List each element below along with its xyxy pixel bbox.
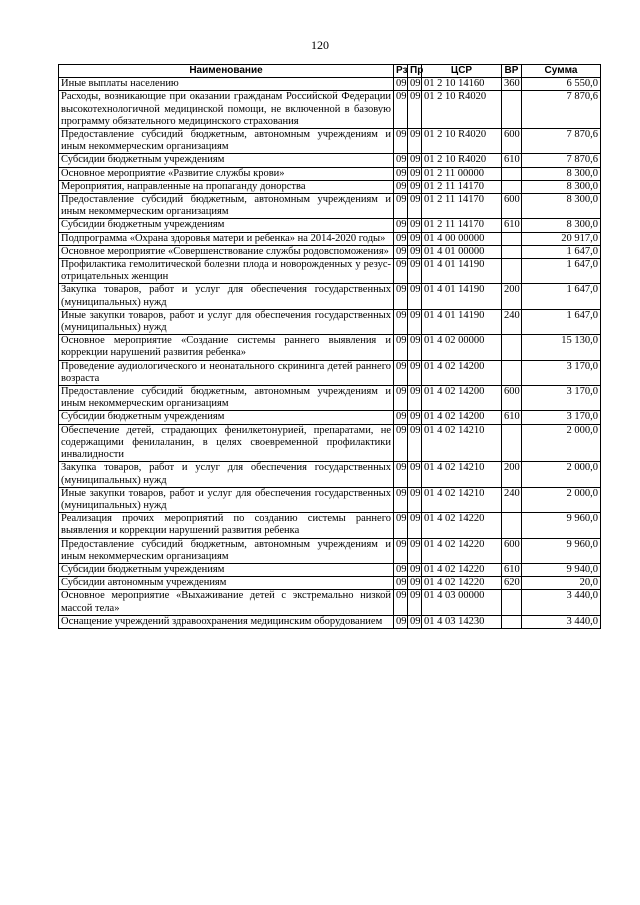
- cell-pr: 09: [408, 577, 422, 590]
- cell-rz: 09: [394, 360, 408, 385]
- cell-vr: 600: [502, 194, 522, 219]
- cell-csr: 01 4 00 00000: [422, 232, 502, 245]
- cell-name: Предоставление субсидий бюджетным, автономным учреждениям и иным некоммерческим организациям: [59, 538, 394, 563]
- cell-pr: 09: [408, 563, 422, 576]
- cell-name: Закупка товаров, работ и услуг для обеспечения государственных (муниципальных) нужд: [59, 284, 394, 309]
- cell-csr: 01 4 02 14200: [422, 411, 502, 424]
- cell-csr: 01 4 02 14220: [422, 563, 502, 576]
- cell-name: Основное мероприятие «Развитие службы крови»: [59, 167, 394, 180]
- cell-rz: 09: [394, 386, 408, 411]
- cell-sum: 6 550,0: [522, 78, 601, 91]
- cell-name: Основное мероприятие «Создание системы раннего выявления и коррекции нарушений развития ребенка»: [59, 335, 394, 360]
- cell-sum: 1 647,0: [522, 259, 601, 284]
- table-row: [59, 232, 601, 245]
- cell-pr: 09: [408, 78, 422, 91]
- cell-csr: 01 2 10 R4020: [422, 129, 502, 154]
- table-row: [59, 386, 601, 411]
- cell-name: Предоставление субсидий бюджетным, автономным учреждениям и иным некоммерческим организациям: [59, 194, 394, 219]
- cell-name: Реализация прочих мероприятий по созданию системы раннего выявления и коррекции нарушений развития ребенка: [59, 513, 394, 538]
- cell-csr: 01 4 03 14230: [422, 615, 502, 628]
- cell-pr: 09: [408, 259, 422, 284]
- table-row: [59, 513, 601, 538]
- cell-rz: 09: [394, 424, 408, 462]
- cell-vr: [502, 259, 522, 284]
- cell-csr: 01 4 02 14220: [422, 538, 502, 563]
- cell-csr: 01 4 02 14210: [422, 487, 502, 512]
- table-row: [59, 309, 601, 334]
- cell-vr: [502, 335, 522, 360]
- table-row: [59, 335, 601, 360]
- cell-csr: 01 4 02 00000: [422, 335, 502, 360]
- table-row: [59, 180, 601, 193]
- cell-name: Расходы, возникающие при оказании гражданам Российской Федерации высокотехнологичной медицинской помощи, не включенной в базовую программу обязательного медицинского страхования: [59, 91, 394, 129]
- cell-rz: 09: [394, 462, 408, 487]
- cell-rz: 09: [394, 335, 408, 360]
- cell-csr: 01 4 01 14190: [422, 259, 502, 284]
- cell-csr: 01 2 10 R4020: [422, 154, 502, 167]
- table-row: [59, 167, 601, 180]
- cell-rz: 09: [394, 180, 408, 193]
- cell-vr: [502, 590, 522, 615]
- cell-vr: 610: [502, 219, 522, 232]
- cell-vr: [502, 615, 522, 628]
- cell-csr: 01 2 11 14170: [422, 194, 502, 219]
- budget-table: [58, 64, 601, 629]
- cell-sum: 3 440,0: [522, 615, 601, 628]
- cell-rz: 09: [394, 259, 408, 284]
- cell-name: Оснащение учреждений здравоохранения медицинским оборудованием: [59, 615, 394, 628]
- cell-vr: 610: [502, 411, 522, 424]
- cell-rz: 09: [394, 284, 408, 309]
- cell-name: Подпрограмма «Охрана здоровья матери и ребенка» на 2014-2020 годы»: [59, 232, 394, 245]
- cell-rz: 09: [394, 411, 408, 424]
- cell-csr: 01 4 02 14220: [422, 577, 502, 590]
- cell-name: Предоставление субсидий бюджетным, автономным учреждениям и иным некоммерческим организациям: [59, 129, 394, 154]
- cell-rz: 09: [394, 232, 408, 245]
- cell-pr: 09: [408, 245, 422, 258]
- cell-pr: 09: [408, 615, 422, 628]
- cell-rz: 09: [394, 219, 408, 232]
- cell-name: Субсидии бюджетным учреждениям: [59, 563, 394, 576]
- cell-vr: [502, 360, 522, 385]
- cell-sum: 7 870,6: [522, 154, 601, 167]
- cell-name: Основное мероприятие «Совершенствование службы родовспоможения»: [59, 245, 394, 258]
- cell-csr: 01 4 02 14220: [422, 513, 502, 538]
- cell-vr: 360: [502, 78, 522, 91]
- table-row: [59, 91, 601, 129]
- cell-vr: [502, 232, 522, 245]
- cell-pr: 09: [408, 386, 422, 411]
- cell-pr: 09: [408, 487, 422, 512]
- cell-pr: 09: [408, 194, 422, 219]
- cell-sum: 8 300,0: [522, 167, 601, 180]
- cell-csr: 01 4 01 00000: [422, 245, 502, 258]
- table-row: [59, 154, 601, 167]
- header-pr: Пр: [408, 65, 422, 78]
- cell-sum: 1 647,0: [522, 245, 601, 258]
- cell-rz: 09: [394, 78, 408, 91]
- cell-sum: 3 170,0: [522, 360, 601, 385]
- table-row: [59, 615, 601, 628]
- cell-name: Основное мероприятие «Выхаживание детей с экстремально низкой массой тела»: [59, 590, 394, 615]
- cell-sum: 1 647,0: [522, 309, 601, 334]
- cell-name: Закупка товаров, работ и услуг для обеспечения государственных (муниципальных) нужд: [59, 462, 394, 487]
- cell-sum: 2 000,0: [522, 487, 601, 512]
- table-row: [59, 360, 601, 385]
- table-row: [59, 577, 601, 590]
- cell-sum: 8 300,0: [522, 219, 601, 232]
- cell-vr: [502, 180, 522, 193]
- cell-rz: 09: [394, 309, 408, 334]
- table-body: [59, 78, 601, 629]
- cell-sum: 8 300,0: [522, 180, 601, 193]
- table-row: [59, 259, 601, 284]
- cell-csr: 01 4 01 14190: [422, 284, 502, 309]
- cell-pr: 09: [408, 219, 422, 232]
- cell-sum: 3 170,0: [522, 411, 601, 424]
- table-row: [59, 411, 601, 424]
- cell-vr: 240: [502, 487, 522, 512]
- cell-sum: 20 917,0: [522, 232, 601, 245]
- cell-csr: 01 4 02 14200: [422, 360, 502, 385]
- header-vr: ВР: [502, 65, 522, 78]
- cell-name: Предоставление субсидий бюджетным, автономным учреждениям и иным некоммерческим организациям: [59, 386, 394, 411]
- cell-vr: 620: [502, 577, 522, 590]
- table-row: [59, 78, 601, 91]
- cell-name: Мероприятия, направленные на пропаганду донорства: [59, 180, 394, 193]
- cell-rz: 09: [394, 194, 408, 219]
- cell-rz: 09: [394, 129, 408, 154]
- cell-vr: 600: [502, 538, 522, 563]
- cell-pr: 09: [408, 538, 422, 563]
- cell-sum: 3 170,0: [522, 386, 601, 411]
- cell-sum: 3 440,0: [522, 590, 601, 615]
- cell-sum: 15 130,0: [522, 335, 601, 360]
- cell-name: Субсидии бюджетным учреждениям: [59, 411, 394, 424]
- cell-vr: 200: [502, 462, 522, 487]
- cell-pr: 09: [408, 232, 422, 245]
- table-row: [59, 424, 601, 462]
- cell-pr: 09: [408, 167, 422, 180]
- cell-csr: 01 2 10 R4020: [422, 91, 502, 129]
- cell-vr: 600: [502, 386, 522, 411]
- cell-pr: 09: [408, 335, 422, 360]
- cell-pr: 09: [408, 462, 422, 487]
- table-row: [59, 487, 601, 512]
- cell-sum: 7 870,6: [522, 91, 601, 129]
- cell-vr: [502, 513, 522, 538]
- cell-pr: 09: [408, 360, 422, 385]
- cell-csr: 01 4 01 14190: [422, 309, 502, 334]
- table-row: [59, 194, 601, 219]
- cell-pr: 09: [408, 129, 422, 154]
- cell-vr: [502, 167, 522, 180]
- cell-vr: 200: [502, 284, 522, 309]
- cell-sum: 20,0: [522, 577, 601, 590]
- cell-pr: 09: [408, 590, 422, 615]
- cell-rz: 09: [394, 590, 408, 615]
- cell-rz: 09: [394, 154, 408, 167]
- cell-sum: 2 000,0: [522, 462, 601, 487]
- table-row: [59, 462, 601, 487]
- cell-vr: [502, 245, 522, 258]
- cell-vr: 600: [502, 129, 522, 154]
- table-row: [59, 219, 601, 232]
- cell-rz: 09: [394, 615, 408, 628]
- cell-sum: 2 000,0: [522, 424, 601, 462]
- header-csr: ЦСР: [422, 65, 502, 78]
- cell-name: Иные закупки товаров, работ и услуг для обеспечения государственных (муниципальных) нужд: [59, 487, 394, 512]
- cell-pr: 09: [408, 180, 422, 193]
- cell-sum: 8 300,0: [522, 194, 601, 219]
- cell-name: Субсидии бюджетным учреждениям: [59, 154, 394, 167]
- table-row: [59, 284, 601, 309]
- cell-rz: 09: [394, 245, 408, 258]
- cell-sum: 1 647,0: [522, 284, 601, 309]
- cell-vr: 240: [502, 309, 522, 334]
- cell-csr: 01 4 02 14200: [422, 386, 502, 411]
- cell-rz: 09: [394, 563, 408, 576]
- cell-rz: 09: [394, 538, 408, 563]
- cell-pr: 09: [408, 309, 422, 334]
- page-number: 120: [311, 38, 329, 52]
- cell-pr: 09: [408, 91, 422, 129]
- cell-rz: 09: [394, 577, 408, 590]
- header-sum: Сумма: [522, 65, 601, 78]
- cell-pr: 09: [408, 424, 422, 462]
- cell-csr: 01 4 02 14210: [422, 462, 502, 487]
- cell-csr: 01 2 10 14160: [422, 78, 502, 91]
- cell-vr: 610: [502, 563, 522, 576]
- table-header-row: [59, 65, 601, 78]
- cell-name: Проведение аудиологического и неонатального скрининга детей раннего возраста: [59, 360, 394, 385]
- cell-vr: [502, 424, 522, 462]
- cell-vr: 610: [502, 154, 522, 167]
- cell-csr: 01 4 02 14210: [422, 424, 502, 462]
- table-row: [59, 129, 601, 154]
- cell-sum: 9 940,0: [522, 563, 601, 576]
- table-row: [59, 245, 601, 258]
- header-rz: Рз: [394, 65, 408, 78]
- cell-pr: 09: [408, 284, 422, 309]
- cell-csr: 01 2 11 00000: [422, 167, 502, 180]
- cell-name: Иные закупки товаров, работ и услуг для обеспечения государственных (муниципальных) нужд: [59, 309, 394, 334]
- cell-csr: 01 2 11 14170: [422, 180, 502, 193]
- header-name: Наименование: [59, 65, 394, 78]
- cell-name: Субсидии бюджетным учреждениям: [59, 219, 394, 232]
- cell-sum: 7 870,6: [522, 129, 601, 154]
- cell-name: Обеспечение детей, страдающих фенилкетонурией, препаратами, не содержащими фенилаланин, в целях своевременной профилактики инвалидности: [59, 424, 394, 462]
- cell-pr: 09: [408, 411, 422, 424]
- cell-rz: 09: [394, 487, 408, 512]
- cell-rz: 09: [394, 167, 408, 180]
- table-row: [59, 590, 601, 615]
- cell-sum: 9 960,0: [522, 513, 601, 538]
- cell-name: Профилактика гемолитической болезни плода и новорожденных у резус-отрицательных женщин: [59, 259, 394, 284]
- table-row: [59, 563, 601, 576]
- cell-vr: [502, 91, 522, 129]
- cell-pr: 09: [408, 154, 422, 167]
- cell-name: Субсидии автономным учреждениям: [59, 577, 394, 590]
- cell-rz: 09: [394, 513, 408, 538]
- cell-csr: 01 4 03 00000: [422, 590, 502, 615]
- cell-pr: 09: [408, 513, 422, 538]
- cell-name: Иные выплаты населению: [59, 78, 394, 91]
- cell-csr: 01 2 11 14170: [422, 219, 502, 232]
- cell-rz: 09: [394, 91, 408, 129]
- cell-sum: 9 960,0: [522, 538, 601, 563]
- table-row: [59, 538, 601, 563]
